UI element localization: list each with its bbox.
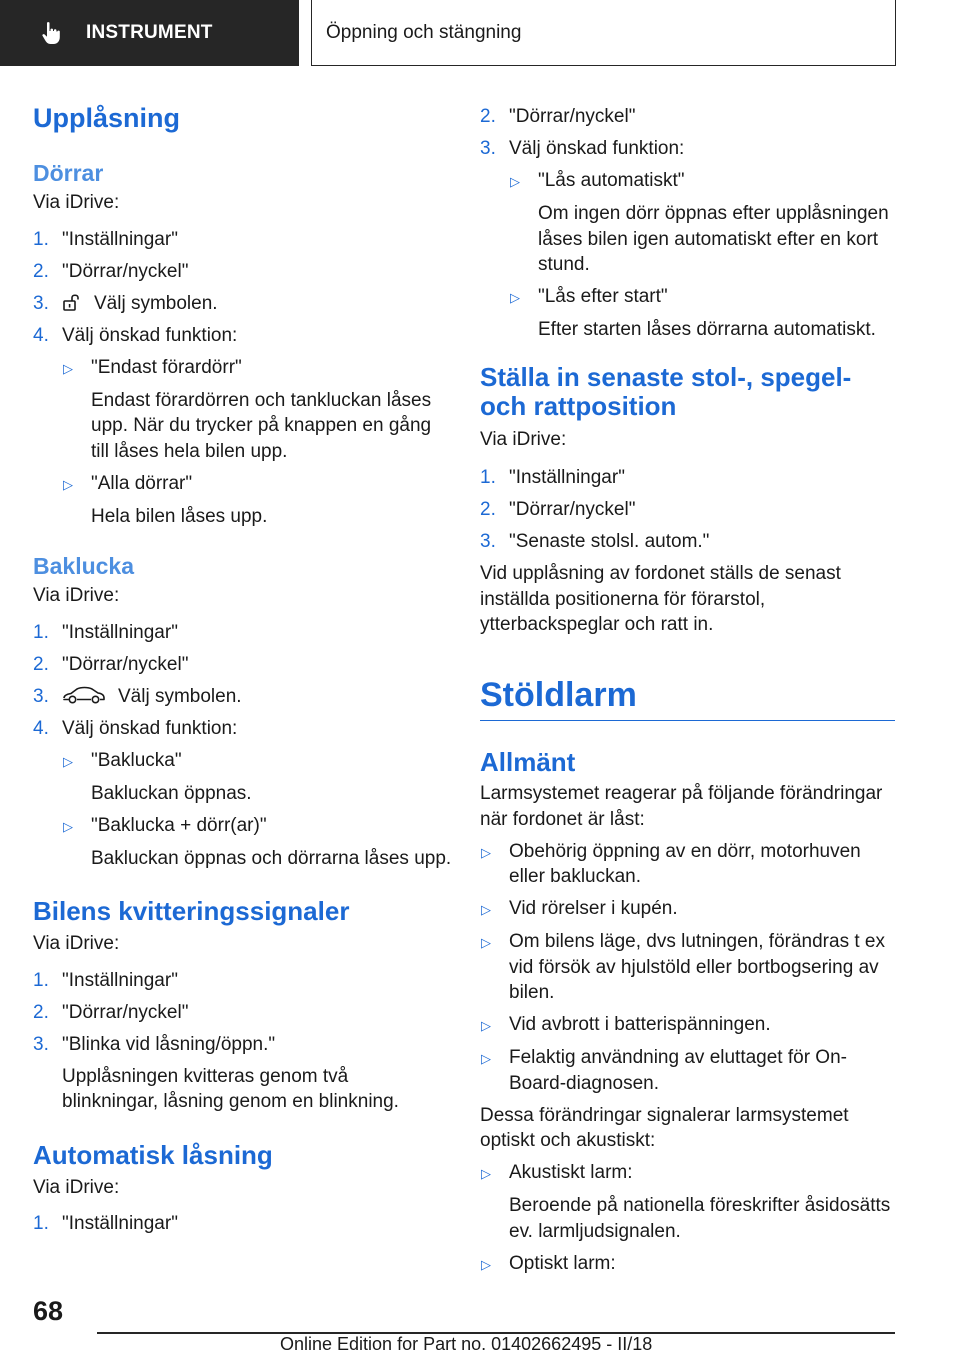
doors-step-2: 2. "Dörrar/nyckel" <box>33 260 189 282</box>
alarm-bullet-1: ▷ Obehörig öppning av en dörr, motorhuven eller bakluckan. <box>480 839 900 890</box>
memory-via: Via iDrive: <box>480 428 567 450</box>
bullet-triangle-icon: ▷ <box>63 476 73 492</box>
bullet-triangle-icon: ▷ <box>481 844 491 860</box>
tailgate-step-1: 1. "Inställningar" <box>33 621 178 643</box>
autolock-via: Via iDrive: <box>33 1176 120 1198</box>
bullet-triangle-icon: ▷ <box>510 290 520 305</box>
right-column <box>480 104 900 1277</box>
confirm-step-2: 2. "Dörrar/nyckel" <box>33 1001 189 1023</box>
tailgate-option-doors: ▷ "Baklucka + dörr(ar)" <box>33 813 453 840</box>
doors-option-all: ▷ "Alla dörrar" <box>33 471 453 498</box>
tailgate-step-4: 4. Välj önskad funktion: <box>33 717 238 739</box>
bullet-triangle-icon: ▷ <box>481 902 491 917</box>
pointing-hand-icon <box>38 20 64 46</box>
bullet-triangle-icon: ▷ <box>510 174 520 189</box>
heading-tailgate: Baklucka <box>33 553 135 579</box>
section-tab[interactable] <box>311 0 896 66</box>
alarm-bullet-2: ▷ Vid rörelser i kupén. <box>480 896 900 923</box>
alarm-bullet-3: ▷ Om bilens läge, dvs lutningen, förändras t ex vid försök av hjulstöld eller bortbogsering av bilen. <box>480 929 900 1006</box>
doors-option-all-desc: Hela bilen låses upp. <box>91 505 268 527</box>
tailgate-option-tailgate: ▷ "Baklucka" <box>33 748 453 775</box>
page-header <box>0 0 960 66</box>
page-number: 68 <box>33 1296 64 1326</box>
edition-note: Online Edition for Part no. 01402662495 - II/18 <box>280 1334 653 1354</box>
bullet-triangle-icon: ▷ <box>481 1051 491 1066</box>
bullet-triangle-icon: ▷ <box>481 935 491 950</box>
memory-note: Vid upplåsning av fordonet ställs de senast inställda positionerna för förarstol, ytterbackspeglar och ratt in. <box>480 563 841 635</box>
alarm-signal-acoustic-desc: Beroende på nationella föreskrifter åsidosätts ev. larmljudsignalen. <box>509 1195 891 1242</box>
heading-unlocking: Upplåsning <box>33 103 180 133</box>
autolock-option-auto-desc: Om ingen dörr öppnas efter upplåsningen låses bilen igen automatiskt efter en kort stund. <box>538 203 889 275</box>
bullet-triangle-icon: ▷ <box>481 1256 491 1272</box>
doors-step-1: 1. "Inställningar" <box>33 228 178 250</box>
tailgate-step-3: 3. Välj symbolen. <box>33 685 242 707</box>
doors-via: Via iDrive: <box>33 192 120 213</box>
heading-doors: Dörrar <box>33 160 104 186</box>
tailgate-option-tailgate-desc: Bakluckan öppnas. <box>91 782 252 804</box>
autolock-option-auto: ▷ "Lås automatiskt" <box>480 168 900 195</box>
doors-option-driver-desc: Endast förardörren och tankluckan låses upp. När du trycker på knappen en gång till låses hela bilen upp. <box>91 389 432 462</box>
alarm-signal-optical: ▷ Optiskt larm: <box>480 1251 900 1278</box>
section-label: Öppning och stängning <box>326 21 522 43</box>
doors-step-3: 3. Välj symbolen. <box>33 292 218 314</box>
doors-step-4: 4. Välj önskad funktion: <box>33 324 238 346</box>
confirm-note: Upplåsningen kvitteras genom två blinkningar, låsning genom en blinkning. <box>62 1065 399 1112</box>
autolock-option-start: ▷ "Lås efter start" <box>480 284 900 311</box>
heading-memory-position: Ställa in senaste stol-, spegel- och rattposition <box>480 361 852 421</box>
bullet-triangle-icon: ▷ <box>63 818 73 834</box>
alarm-bullet-5: ▷ Felaktig användning av eluttaget för On-Board-diagnosen. <box>480 1045 900 1096</box>
doors-option-driver: ▷ "Endast förardörr" <box>33 355 453 382</box>
heading-confirm-signals: Bilens kvitteringssignaler <box>33 896 350 926</box>
tailgate-step-2: 2. "Dörrar/nyckel" <box>33 653 189 675</box>
autolock-option-start-desc: Efter starten låses dörrarna automatiskt. <box>538 319 876 340</box>
autolock-step-1: 1. "Inställningar" <box>33 1213 178 1234</box>
confirm-step-3: 3. "Blinka vid låsning/öppn." <box>33 1033 276 1055</box>
alarm-bullet-4: ▷ Vid avbrott i batterispänningen. <box>480 1012 900 1039</box>
confirm-step-1: 1. "Inställningar" <box>33 969 178 991</box>
tailgate-via: Via iDrive: <box>33 585 120 606</box>
memory-step-3: 3. "Senaste stolsl. autom." <box>480 531 710 552</box>
memory-step-2: 2. "Dörrar/nyckel" <box>480 499 636 520</box>
car-outline-icon <box>62 685 106 705</box>
left-column <box>33 96 453 1237</box>
open-lock-icon <box>62 292 82 312</box>
alarm-intro: Larmsystemet reagerar på följande förändringar när fordonet är låst: <box>480 783 883 830</box>
alarm-signal-intro: Dessa förändringar signalerar larmsystemet optiskt och akustiskt: <box>480 1104 849 1151</box>
chapter-label: INSTRUMENT <box>86 22 213 43</box>
bullet-triangle-icon: ▷ <box>481 1018 491 1033</box>
alarm-signal-acoustic: ▷ Akustiskt larm: <box>480 1160 900 1187</box>
heading-auto-lock: Automatisk låsning <box>33 1139 273 1170</box>
bullet-triangle-icon: ▷ <box>63 753 73 769</box>
heading-anti-theft-alarm: Stöldlarm <box>480 675 637 714</box>
autolock-step-3: 3. Välj önskad funktion: <box>480 138 685 159</box>
confirm-via: Via iDrive: <box>33 933 120 954</box>
autolock-step-2: 2. "Dörrar/nyckel" <box>480 106 636 127</box>
chapter-tab[interactable] <box>0 0 299 66</box>
bullet-triangle-icon: ▷ <box>63 360 73 376</box>
section-divider <box>480 720 895 722</box>
tailgate-option-doors-desc: Bakluckan öppnas och dörrarna låses upp. <box>91 847 452 869</box>
heading-general: Allmänt <box>480 747 576 777</box>
memory-step-1: 1. "Inställningar" <box>480 467 625 488</box>
bullet-triangle-icon: ▷ <box>481 1166 491 1181</box>
